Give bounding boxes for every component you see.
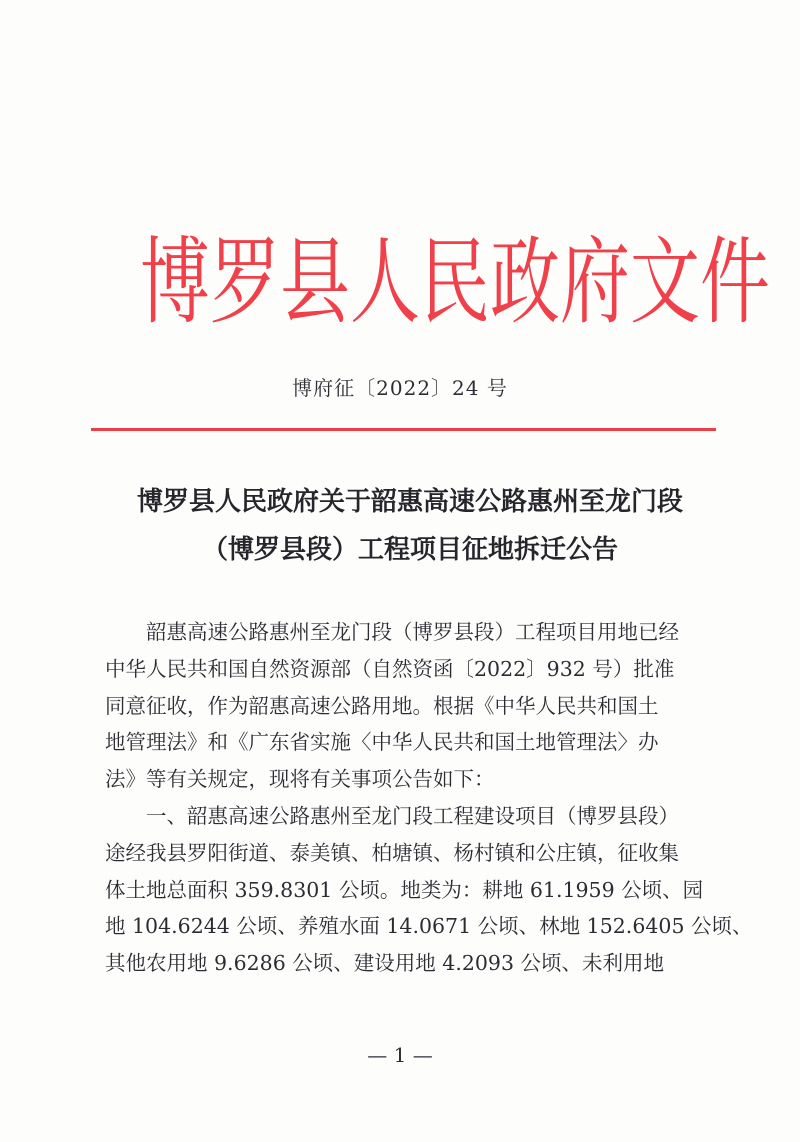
title-line-1: 博罗县人民政府关于韶惠高速公路惠州至龙门段 bbox=[136, 487, 683, 517]
document-body bbox=[105, 614, 753, 982]
masthead-char: 政 bbox=[490, 226, 560, 338]
body-line: 韶惠高速公路惠州至龙门段（博罗县段）工程项目用地已经 bbox=[146, 620, 679, 644]
masthead-char: 人 bbox=[350, 226, 420, 338]
body-line: 中华人民共和国自然资源部（自然资函〔2022〕932 号）批准 bbox=[105, 656, 675, 681]
masthead-char: 民 bbox=[420, 226, 490, 338]
body-line: 法》等有关规定，现将有关事项公告如下： bbox=[105, 767, 495, 792]
body-line: 一、韶惠高速公路惠州至龙门段工程建设项目（博罗县段） bbox=[146, 803, 679, 828]
document-title bbox=[90, 478, 730, 574]
red-divider-rule bbox=[91, 428, 716, 431]
masthead-char: 府 bbox=[560, 226, 630, 338]
document-masthead bbox=[140, 226, 770, 338]
title-line-2: （博罗县段）工程项目征地拆迁公告 bbox=[201, 535, 618, 565]
body-line: 途经我县罗阳街道、泰美镇、柏塘镇、杨村镇和公庄镇，征收集 bbox=[105, 840, 679, 865]
masthead-char: 罗 bbox=[210, 226, 280, 338]
document-number: 博府征〔2022〕24 号 bbox=[292, 376, 508, 400]
body-line: 体土地总面积 359.8301 公顷。地类为：耕地 61.1959 公顷、园 bbox=[105, 877, 704, 902]
body-line: 其他农用地 9.6286 公顷、建设用地 4.2093 公顷、未利用地 bbox=[105, 951, 665, 976]
body-line: 地 104.6244 公顷、养殖水面 14.0671 公顷、林地 152.6405 公顷、 bbox=[105, 914, 753, 939]
body-line: 同意征收，作为韶惠高速公路用地。根据《中华人民共和国土 bbox=[105, 693, 659, 718]
masthead-char: 县 bbox=[280, 226, 350, 338]
body-line: 地管理法》和《广东省实施〈中华人民共和国土地管理法〉办 bbox=[105, 730, 659, 755]
masthead-char: 文 bbox=[630, 226, 700, 338]
page-number: — 1 — bbox=[367, 1043, 433, 1067]
masthead-char: 博 bbox=[140, 226, 210, 338]
masthead-char: 件 bbox=[700, 226, 770, 338]
